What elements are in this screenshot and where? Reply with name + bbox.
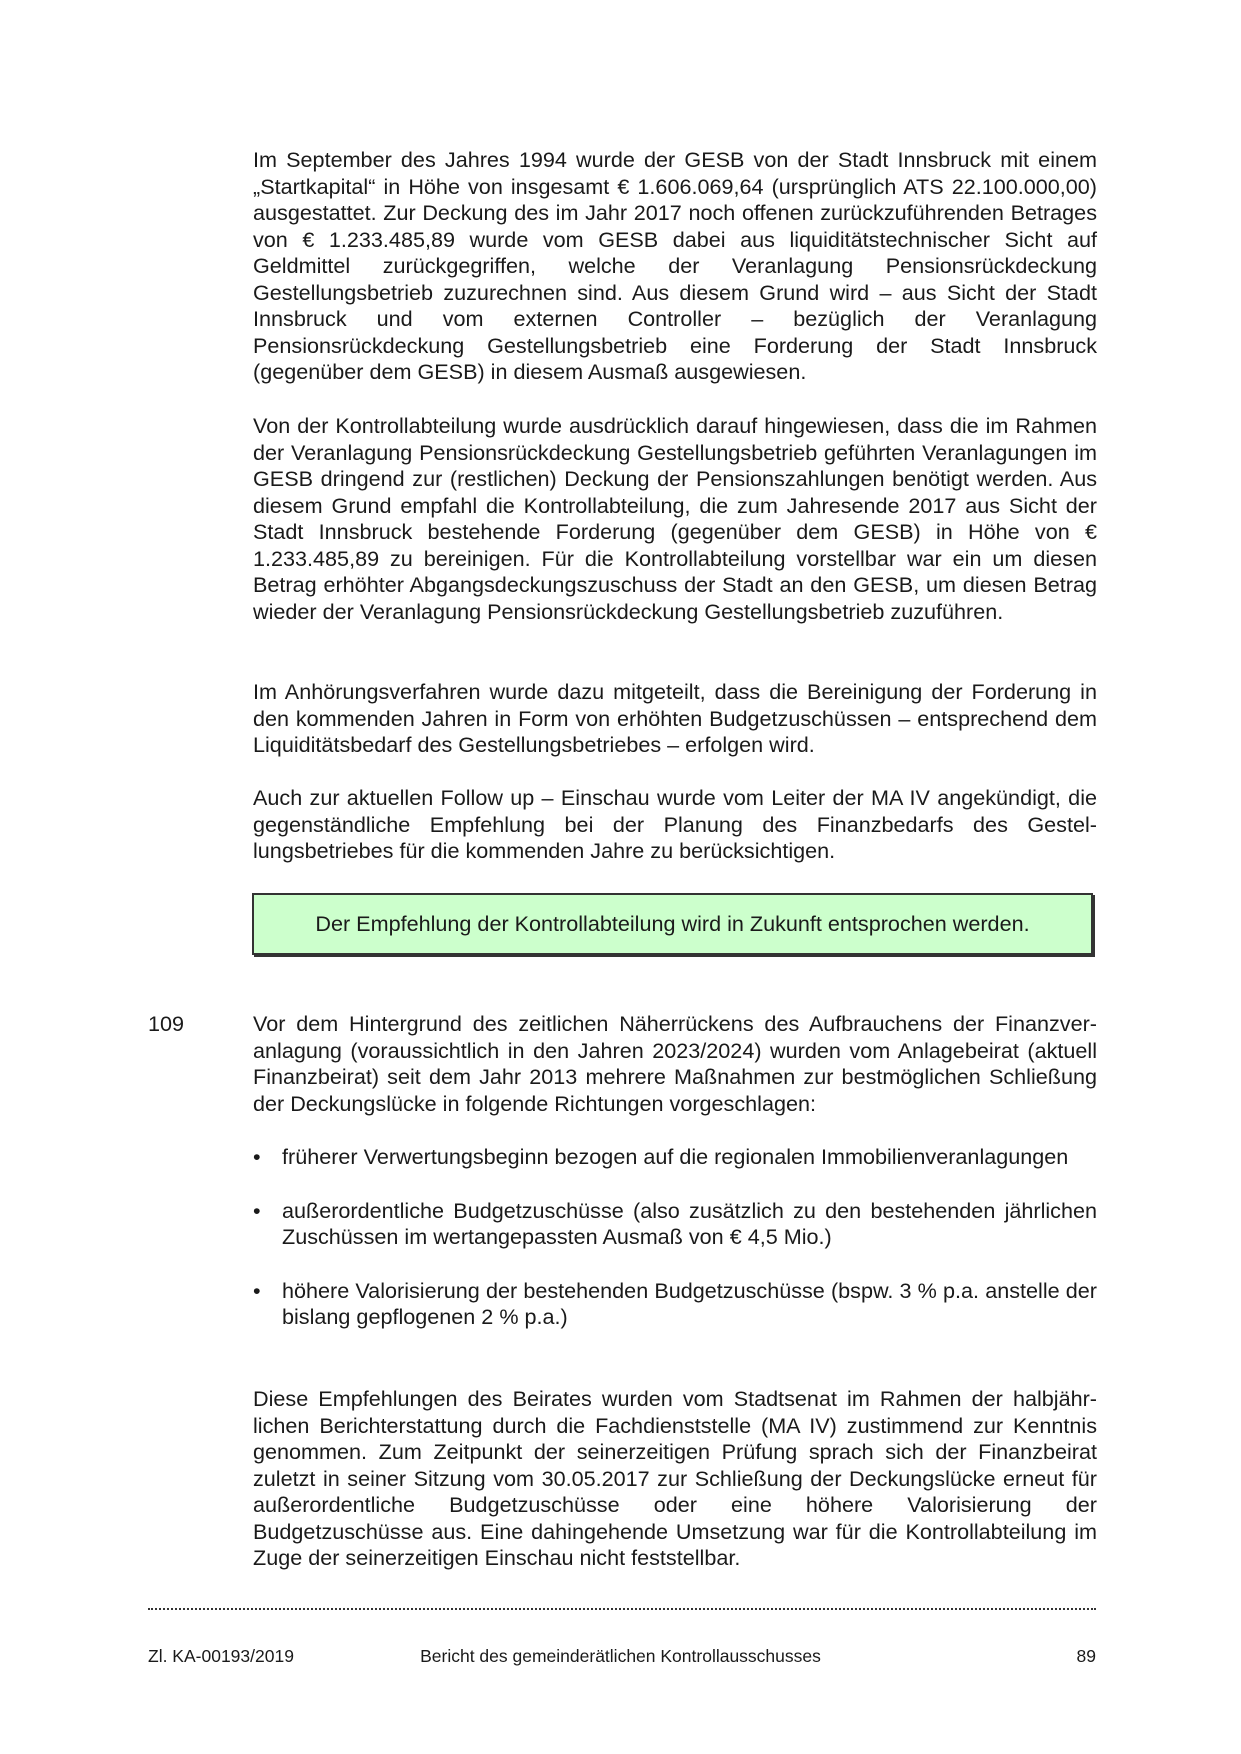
paragraph-text: Diese Empfehlungen des Beirates wurden vom Stadtsenat im Rahmen der halbjährlichen Berichterstattung durch die Fachdienststelle (MA IV) zustimmend zur Kenntnis genommen. Zum Zeitpunkt der seinerzeitigen Prüfung sprach sich der Finanzbeirat zuletzt in seiner Sitzung vom 30.05.2017 zur Schließung der Deckungslücke erneut für außerordentliche Budgetzuschüsse oder eine höhere Valorisierung der Budgetzuschüsse aus. Eine dahingehende Umsetzung war für die Kontrollabteilung im Zuge der seinerzeitigen Einschau nicht feststellbar.: [253, 1386, 1097, 1570]
page-number: 89: [1076, 1646, 1096, 1666]
bullet-list: [253, 1144, 1097, 1358]
recommendation-text: Der Empfehlung der Kontrollabteilung wird in Zukunft entsprochen werden.: [315, 910, 1030, 936]
footer-reference: Zl. KA-00193/2019: [148, 1646, 294, 1666]
paragraph: [253, 679, 1097, 759]
list-item-text: früherer Verwertungsbeginn bezogen auf die regionalen Immobilienveranlagungen: [282, 1144, 1069, 1169]
paragraph-text: Im September des Jahres 1994 wurde der GESB von der Stadt Innsbruck mit einem „Startkapital“ in Höhe von insgesamt € 1.606.069,64 (ursprünglich ATS 22.100.000,00) ausgestattet. Zur Deckung des im Jahr 2017 noch offenen zurückzuführenden Betrages von € 1.233.485,89 wurde vom GESB dabei aus liquiditätstechnischer Sicht auf Geldmittel zurückgegriffen, welche der Veranlagung Pensionsrückdeckung Gestellungsbetrieb zuzurechnen sind. Aus diesem Grund wird – aus Sicht der Stadt Innsbruck und vom externen Controller – bezüglich der Veranlagung Pensionsrückdeckung Gestellungsbetrieb eine Forderung der Stadt Innsbruck (gegenüber dem GESB) in diesem Ausmaß ausgewiesen.: [253, 147, 1097, 384]
paragraph-text: Auch zur aktuellen Follow up – Einschau wurde vom Leiter der MA IV angekündigt, die gegenständliche Empfehlung bei der Planung des Finanzbedarfs des Gestellungsbetriebes für die kommenden Jahre zu berücksichtigen.: [253, 785, 1097, 863]
paragraph-text: Von der Kontrollabteilung wurde ausdrücklich darauf hingewiesen, dass die im Rahmen der Veranlagung Pensionsrückdeckung Gestellungsbetrieb geführten Veranlagungen im GESB dringend zur (restlichen) Deckung der Pensionszahlungen benötigt werden. Aus diesem Grund empfahl die Kontrollabteilung, die zum Jahresende 2017 aus Sicht der Stadt Innsbruck bestehende Forderung (gegenüber dem GESB) in Höhe von € 1.233.485,89 zu bereinigen. Für die Kontrollabteilung vorstellbar war ein um diesen Betrag erhöhter Abgangsdeckungszuschuss der Stadt an den GESB, um diesen Betrag wieder der Veranlagung Pensionsrückdeckung Gestellungsbetrieb zuzuführen.: [253, 413, 1097, 624]
bullet-icon: •: [253, 1277, 261, 1303]
bullet-icon: •: [253, 1197, 261, 1223]
paragraph: [253, 413, 1097, 625]
list-item: [253, 1278, 1097, 1331]
paragraph-text: Vor dem Hintergrund des zeitlichen Näherrückens des Aufbrauchens der Finanzveranlagung (voraussichtlich in den Jahren 2023/2024) wurden vom Anlagebeirat (aktuell Finanzbeirat) seit dem Jahr 2013 mehrere Maßnahmen zur bestmöglichen Schließung der Deckungslücke in folgende Richtungen vorgeschlagen:: [253, 1011, 1097, 1116]
paragraph-text: Im Anhörungsverfahren wurde dazu mitgeteilt, dass die Bereinigung der Forderung in den kommenden Jahren in Form von erhöhten Budgetzuschüssen – entsprechend dem Liquiditätsbedarf des Gestellungsbetriebes – erfolgen wird.: [253, 679, 1097, 757]
paragraph: [253, 785, 1097, 865]
footer-divider: [148, 1604, 1096, 1610]
list-item-text: höhere Valorisierung der bestehenden Budgetzuschüsse (bspw. 3 % p.a. anstelle der bislang gepflogenen 2 % p.a.): [282, 1277, 1097, 1329]
recommendation-box: [252, 893, 1093, 955]
paragraph-number: 109: [148, 1011, 185, 1036]
paragraph: [253, 1011, 1097, 1117]
footer-title: Bericht des gemeinderätlichen Kontrollausschusses: [420, 1646, 821, 1666]
list-item: [253, 1144, 1097, 1171]
bullet-icon: •: [253, 1144, 261, 1169]
paragraph: [253, 1386, 1097, 1572]
list-item-text: außerordentliche Budgetzuschüsse (also zusätzlich zu den bestehenden jährlichen Zuschüssen im wertangepassten Ausmaß von € 4,5 Mio.): [282, 1197, 1097, 1249]
paragraph: [253, 147, 1097, 386]
list-item: [253, 1198, 1097, 1251]
